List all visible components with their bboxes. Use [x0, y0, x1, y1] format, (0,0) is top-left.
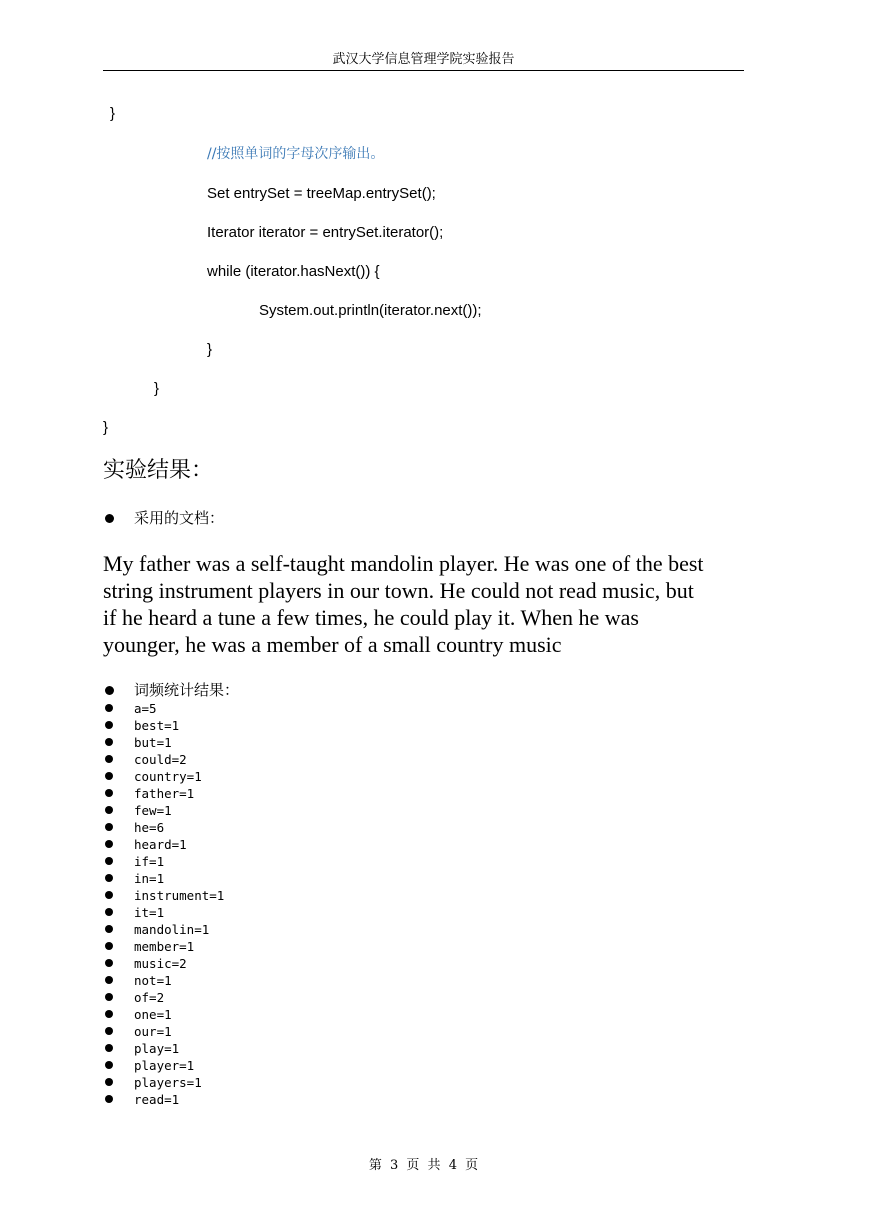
list-item [103, 972, 224, 989]
list-item [103, 853, 224, 870]
bullet-icon [105, 874, 113, 882]
bullet-icon [105, 857, 113, 865]
list-item [103, 887, 224, 904]
frequency-entry: best=1 [134, 718, 180, 733]
list-item [103, 1023, 224, 1040]
frequency-entry: players=1 [134, 1075, 202, 1090]
bullet-icon [105, 721, 113, 729]
bullet-icon [105, 942, 113, 950]
frequency-entry: a=5 [134, 701, 157, 716]
bullet-icon [105, 1061, 113, 1069]
bullet-icon [105, 789, 113, 797]
bullet-icon [105, 908, 113, 916]
frequency-entry: instrument=1 [134, 888, 225, 903]
bullet-icon [105, 686, 114, 695]
bullet-icon [105, 823, 113, 831]
list-item [103, 700, 224, 717]
frequency-entry: but=1 [134, 735, 172, 750]
code-line: Iterator iterator = entrySet.iterator(); [207, 224, 444, 241]
document-text [103, 550, 753, 658]
code-line: } [110, 105, 116, 122]
bullet-icon [105, 1044, 113, 1052]
bullet-icon [105, 1095, 113, 1103]
bullet-icon [105, 772, 113, 780]
list-item [103, 955, 224, 972]
list-item [103, 1074, 224, 1091]
frequency-entry: our=1 [134, 1024, 172, 1039]
bullet-icon [105, 976, 113, 984]
list-item [103, 1040, 224, 1057]
bullet-icon [105, 959, 113, 967]
list-item [103, 802, 224, 819]
list-item [103, 938, 224, 955]
frequency-entry: member=1 [134, 939, 195, 954]
frequency-entry: few=1 [134, 803, 172, 818]
frequency-entry: country=1 [134, 769, 202, 784]
list-item [103, 989, 224, 1006]
frequency-entry: in=1 [134, 871, 165, 886]
frequency-entry: play=1 [134, 1041, 180, 1056]
list-item [103, 768, 224, 785]
bullet-icon [105, 806, 113, 814]
code-comment: //按照单词的字母次序输出。 [207, 146, 385, 162]
frequency-entry: if=1 [134, 854, 165, 869]
frequency-entry: player=1 [134, 1058, 195, 1073]
code-line: } [103, 419, 109, 436]
list-item [103, 751, 224, 768]
code-line: } [154, 380, 160, 397]
frequency-entry: could=2 [134, 752, 187, 767]
list-item [103, 734, 224, 751]
list-item [103, 1006, 224, 1023]
list-item [103, 1091, 224, 1108]
code-line: System.out.println(iterator.next()); [259, 302, 482, 319]
list-item [103, 921, 224, 938]
document-text-line: string instrument players in our town. He could not read music, but [103, 578, 694, 603]
bullet-label: 词频统计结果： [134, 681, 240, 699]
word-frequency-list [103, 700, 224, 1108]
page-footer: 第 3 页 共 4 页 [368, 1158, 479, 1173]
bullet-icon [105, 1010, 113, 1018]
frequency-entry: not=1 [134, 973, 172, 988]
bullet-icon [105, 891, 113, 899]
list-item [103, 836, 224, 853]
frequency-entry: it=1 [134, 905, 165, 920]
document-text-line: My father was a self-taught mandolin player. He was one of the best [103, 551, 704, 576]
list-item [103, 1057, 224, 1074]
frequency-entry: one=1 [134, 1007, 172, 1022]
bullet-icon [105, 840, 113, 848]
section-heading: 实验结果： [103, 458, 214, 483]
bullet-icon [105, 514, 114, 523]
frequency-entry: music=2 [134, 956, 187, 971]
bullet-label: 采用的文档： [134, 509, 225, 527]
bullet-icon [105, 704, 113, 712]
bullet-icon [105, 738, 113, 746]
code-line: Set entrySet = treeMap.entrySet(); [207, 185, 436, 202]
bullet-icon [105, 755, 113, 763]
code-line: while (iterator.hasNext()) { [207, 263, 380, 280]
frequency-entry: he=6 [134, 820, 165, 835]
list-item [103, 819, 224, 836]
list-item [103, 785, 224, 802]
code-line: } [207, 341, 213, 358]
document-text-line: if he heard a tune a few times, he could play it. When he was [103, 605, 639, 630]
bullet-icon [105, 1078, 113, 1086]
document-text-line: younger, he was a member of a small country music [103, 632, 562, 657]
bullet-icon [105, 1027, 113, 1035]
bullet-icon [105, 925, 113, 933]
header-divider [103, 70, 744, 71]
bullet-icon [105, 993, 113, 1001]
frequency-entry: read=1 [134, 1092, 180, 1107]
list-item [103, 717, 224, 734]
header-title: 武汉大学信息管理学院实验报告 [332, 52, 515, 67]
frequency-entry: of=2 [134, 990, 165, 1005]
frequency-entry: father=1 [134, 786, 195, 801]
frequency-entry: heard=1 [134, 837, 187, 852]
list-item [103, 870, 224, 887]
list-item [103, 904, 224, 921]
frequency-entry: mandolin=1 [134, 922, 210, 937]
